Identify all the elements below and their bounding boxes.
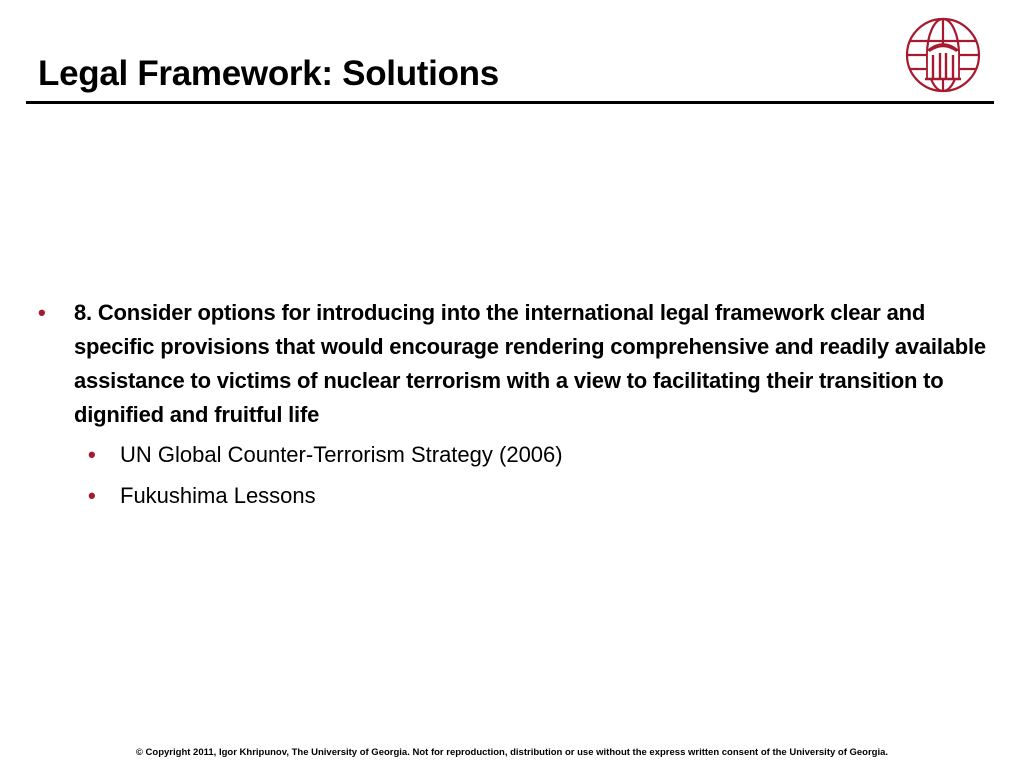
sub-bullet-marker: • [88,442,96,467]
bullet-marker: • [38,300,46,325]
sub-list-item [32,479,994,513]
title-divider [26,101,994,104]
bullet-text: 8. Consider options for introducing into the international legal framework clear and specific provisions that would encourage rendering comprehensive and readily available assistance to victims of nuclear terrorism with a view to facilitating their transition to dignified and fruitful life [74,300,986,427]
sub-bullet-text: UN Global Counter-Terrorism Strategy (2006) [120,442,563,467]
sub-bullet-text: Fukushima Lessons [120,483,316,508]
bullet-list [32,296,994,520]
sub-bullet-list [32,438,994,513]
slide-title: Legal Framework: Solutions [38,54,499,93]
sub-bullet-marker: • [88,483,96,508]
copyright-footer: © Copyright 2011, Igor Khripunov, The University of Georgia. Not for reproduction, distribution or use without the express written consent of the University of Georgia. [135,747,889,758]
sub-list-item [32,438,994,472]
list-item [32,296,994,432]
globe-arch-icon [903,15,983,95]
